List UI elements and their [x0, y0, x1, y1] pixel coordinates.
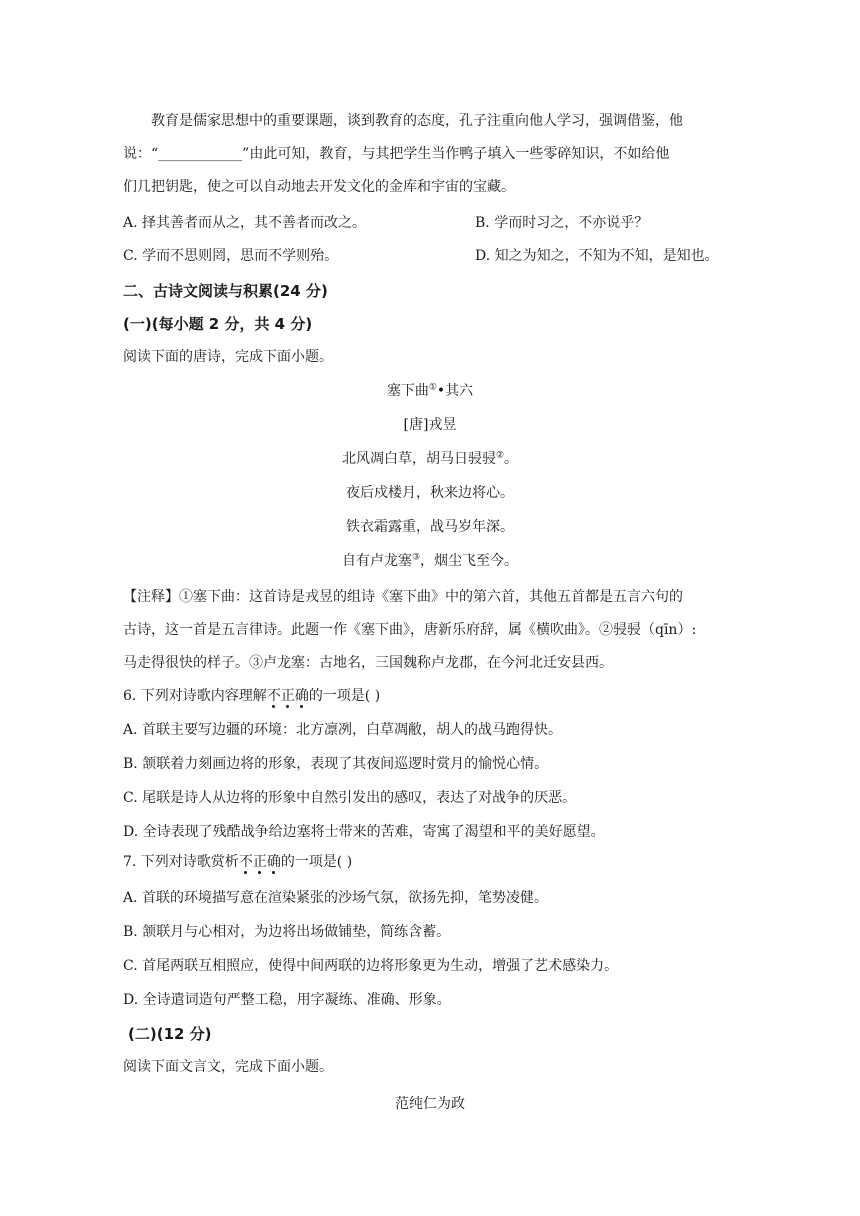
- essay-instruction: 阅读下面文言文，完成下面小题。: [123, 1059, 333, 1075]
- poem-author: [唐]戎昱: [403, 417, 457, 433]
- q6-stem-post: 的一项是( ): [308, 688, 381, 704]
- q6-emphasis-2: 正: [280, 688, 295, 704]
- q7-emphasis-2: 正: [252, 854, 267, 870]
- q5-option-c: C. 学而不思则罔，思而不学则殆。: [123, 248, 339, 264]
- section-2-heading: 二、古诗文阅读与积累(24 分): [123, 282, 328, 300]
- q6-option-d: D. 全诗表现了残酷战争给边塞将士带来的苦难，寄寓了渴望和平的美好愿望。: [123, 824, 605, 840]
- q5-option-a: A. 择其善者而从之，其不善者而改之。: [123, 215, 367, 231]
- q7-stem: [123, 852, 743, 872]
- q6-option-b: B. 颔联着力刻画边将的形象，表现了其夜间巡逻时赏月的愉悦心情。: [123, 756, 549, 772]
- notes-line-2: 古诗，这一首是五言律诗。此题一作《塞下曲》，唐新乐府辞，属《横吹曲》。②骎骎（qīn）:: [123, 622, 697, 638]
- subsection-2-heading: (二)(12 分): [128, 1025, 212, 1043]
- poem-line-4-note-mark: ③: [411, 552, 421, 563]
- q7-emphasis-1: 不: [238, 854, 253, 870]
- q7-emphasis-3: 确: [266, 854, 281, 870]
- poem-line-4: [30, 551, 830, 571]
- poem-instruction: 阅读下面的唐诗，完成下面小题。: [123, 349, 333, 365]
- q6-stem: [123, 686, 743, 706]
- q6-option-c: C. 尾联是诗人从边将的形象中自然引发出的感叹，表达了对战争的厌恶。: [123, 790, 577, 806]
- q5-option-d: D. 知之为知之，不知为不知，是知也。: [475, 248, 719, 264]
- intro-line-3: 们几把钥匙，使之可以自动地去开发文化的金库和宇宙的宝藏。: [123, 179, 515, 195]
- poem-title-note-mark: ①: [428, 382, 437, 393]
- q7-stem-post: 的一项是( ): [280, 854, 353, 870]
- intro-line-1: 教育是儒家思想中的重要课题，谈到教育的态度，孔子注重向他人学习，强调借鉴，他: [151, 113, 683, 129]
- subsection-1-heading: (一)(每小题 2 分，共 4 分): [123, 315, 313, 333]
- q6-emphasis-1: 不: [266, 688, 281, 704]
- poem-line-4-main: 自有卢龙塞: [341, 553, 412, 569]
- notes-line-1: 【注释】①塞下曲：这首诗是戎昱的组诗《塞下曲》中的第六首，其他五首都是五言六句的: [123, 589, 683, 605]
- poem-title-rest: •其六: [436, 383, 474, 399]
- q7-option-c: C. 首尾两联互相照应，使得中间两联的边将形象更为生动，增强了艺术感染力。: [123, 958, 619, 974]
- poem-line-1-note-mark: ②: [495, 450, 505, 461]
- poem-line-1: [30, 449, 830, 469]
- poem-line-4-end: ，烟尘飞至今。: [420, 553, 519, 569]
- q7-option-a: A. 首联的环境描写意在渲染紧张的沙场气氛，欲扬先抑，笔势凌健。: [123, 890, 549, 906]
- q6-emphasis-3: 确: [294, 688, 309, 704]
- q7-option-d: D. 全诗遣词造句严整工稳，用字凝练、准确、形象。: [123, 992, 451, 1008]
- q6-stem-pre: 6. 下列对诗歌内容理解: [123, 688, 267, 704]
- q6-option-a: A. 首联主要写边疆的环境：北方凛冽，白草凋敝，胡人的战马跑得快。: [123, 722, 563, 738]
- essay-title: 范纯仁为政: [395, 1096, 465, 1112]
- q7-stem-pre: 7. 下列对诗歌赏析: [123, 854, 239, 870]
- poem-line-1-end: 。: [504, 451, 519, 467]
- intro-line-2: 说：“____________”由此可知，教育，与其把学生当作鸭子填入一些零碎知识，不如给他: [123, 146, 670, 162]
- notes-line-3: 马走得很快的样子。③卢龙塞：古地名，三国魏称卢龙郡，在今河北迁安县西。: [123, 655, 613, 671]
- poem-line-2: 夜后戍楼月，秋来边将心。: [346, 485, 514, 501]
- poem-line-1-main: 北风凋白草，胡马日骎骎: [341, 451, 496, 467]
- poem-title: [30, 381, 830, 401]
- q5-option-b: B. 学而时习之，不亦说乎？: [475, 215, 649, 231]
- poem-line-3: 铁衣霜露重，战马岁年深。: [346, 519, 514, 535]
- poem-title-main: 塞下曲: [386, 383, 429, 399]
- q7-option-b: B. 颔联月与心相对，为边将出场做铺垫，简练含蓄。: [123, 924, 451, 940]
